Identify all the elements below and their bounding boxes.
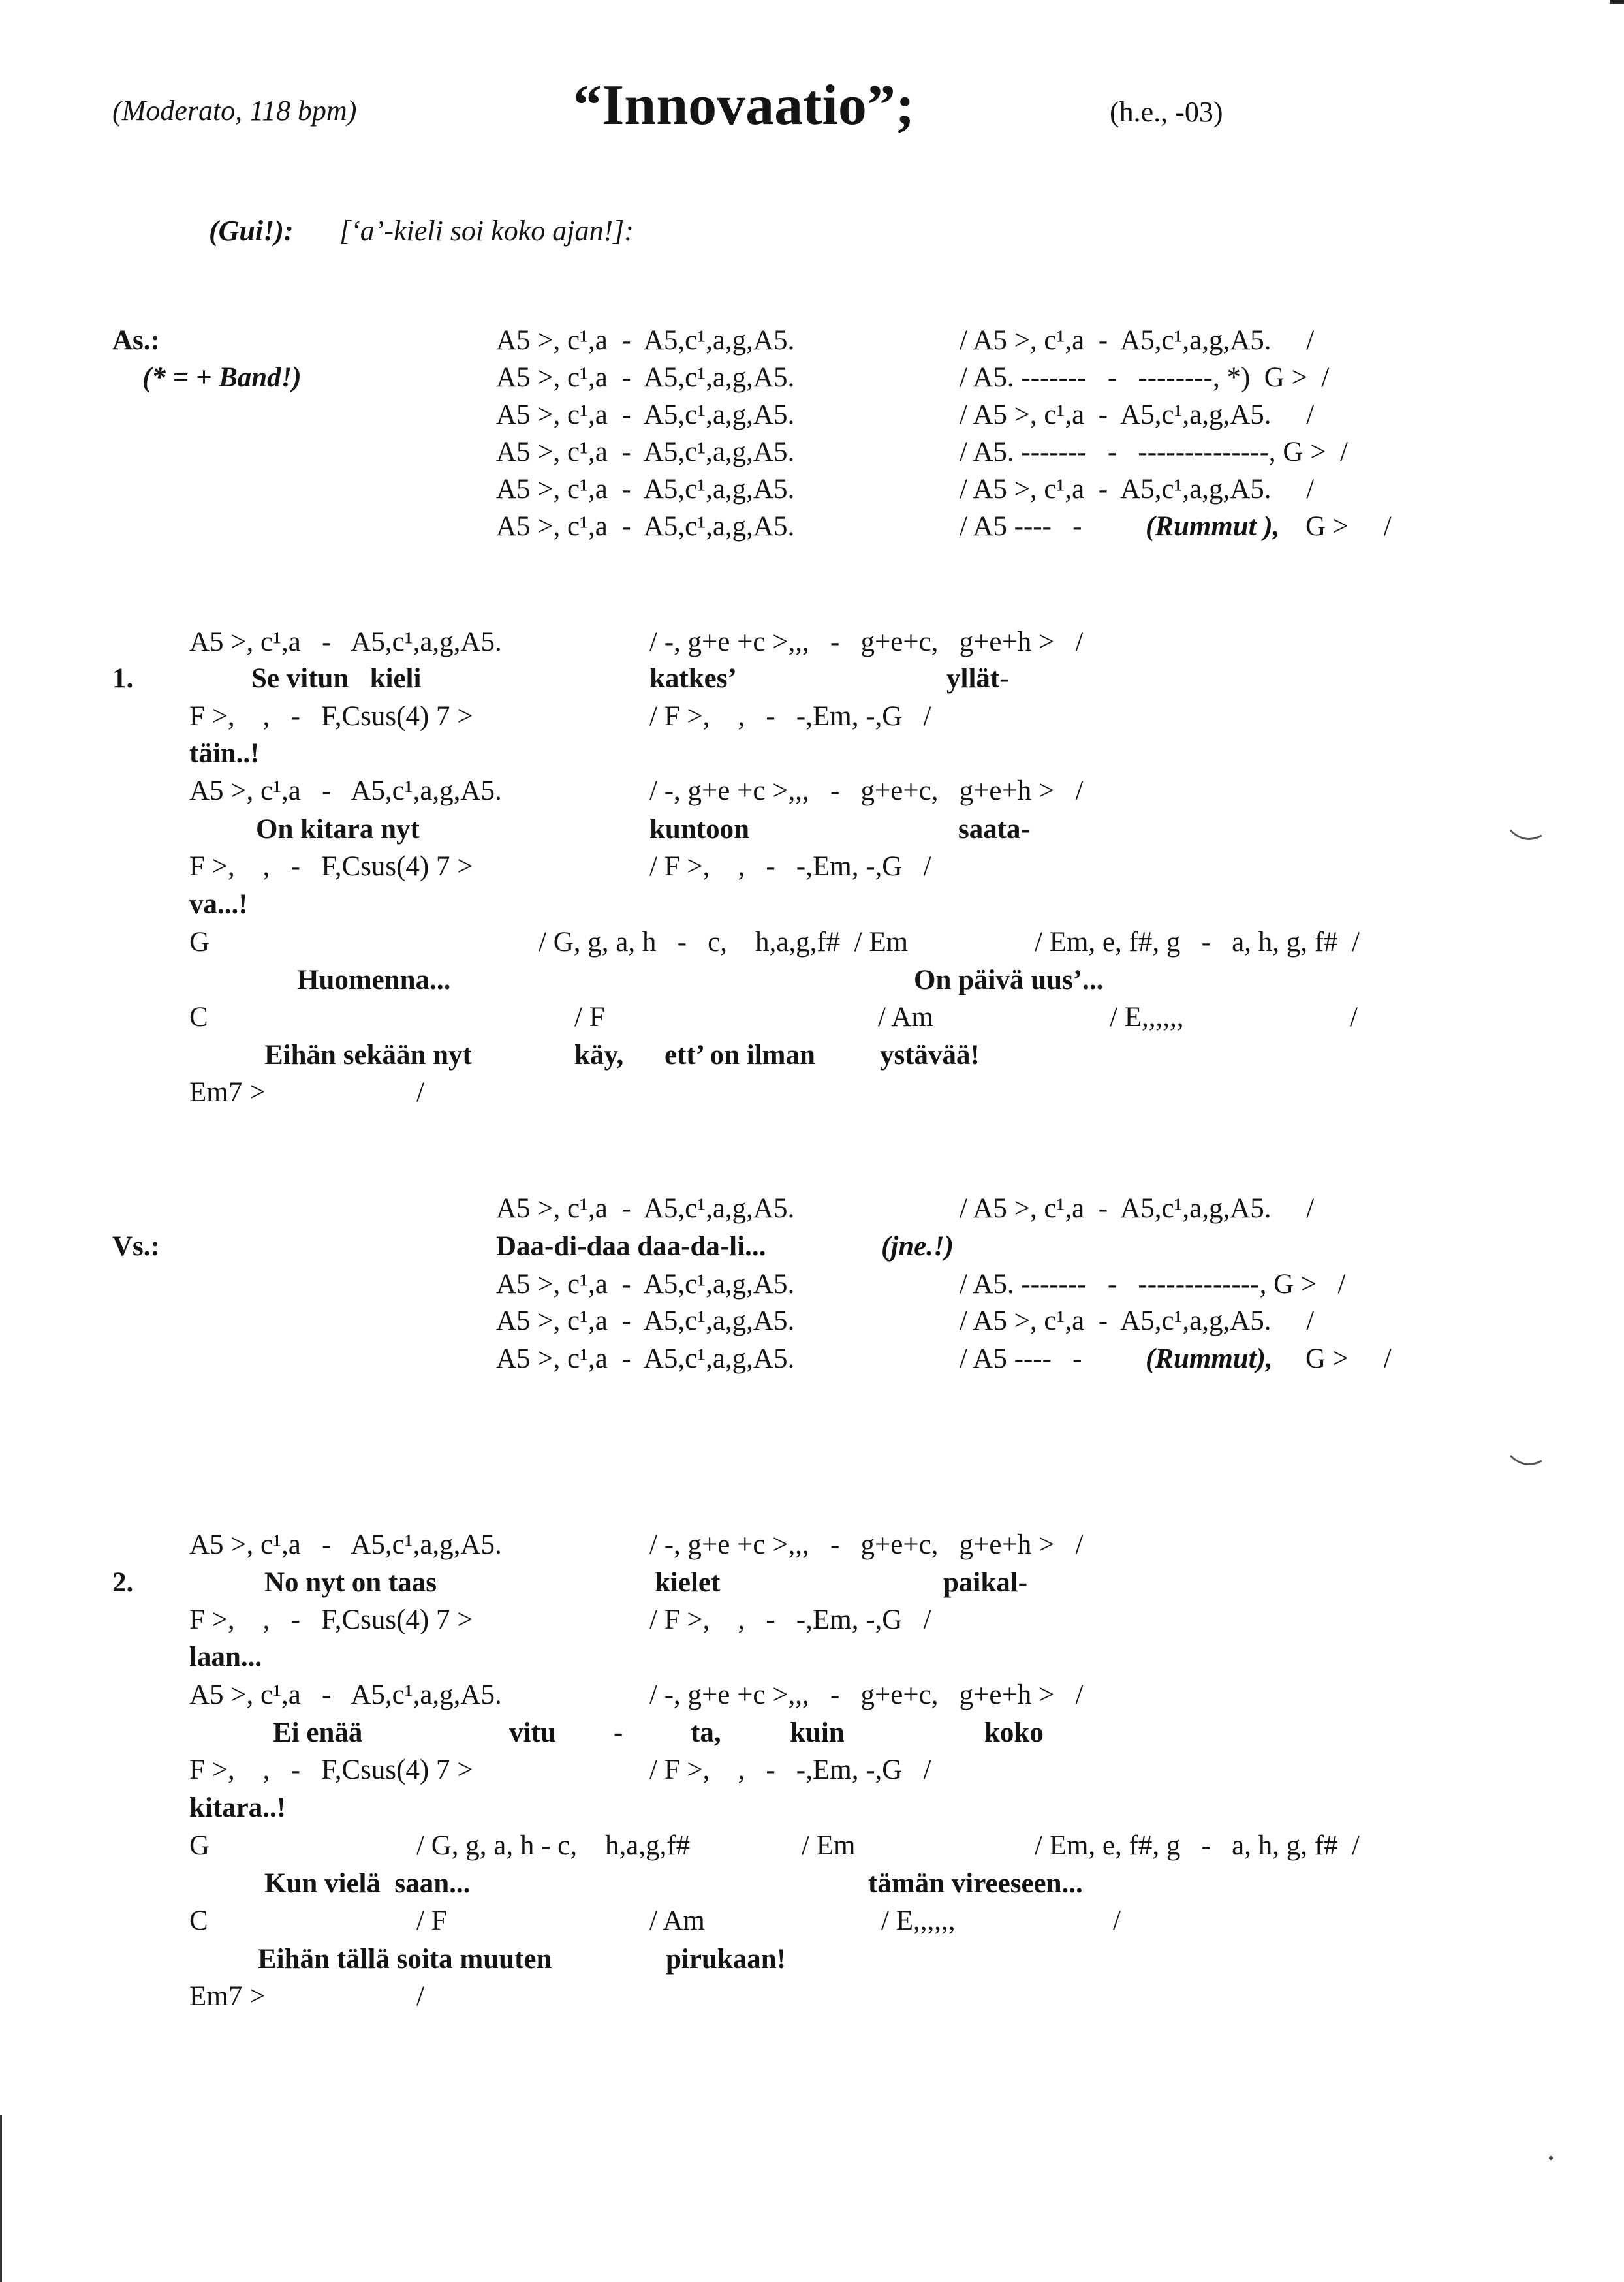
lyric-line: tämän vireeseen... (868, 1868, 1083, 1899)
lyric-line: On kitara nyt (256, 814, 420, 845)
lyric-line: käy, (574, 1040, 624, 1071)
lyric-line: pirukaan! (666, 1944, 787, 1975)
chord-line: Em7 > (189, 1981, 266, 2012)
chord-line: A5 >, c¹,a - A5,c¹,a,g,A5. (496, 474, 795, 505)
tempo-marking: (Moderato, 118 bpm) (112, 95, 357, 127)
lyric-line: No nyt on taas (264, 1567, 437, 1598)
lyric-line: vitu (509, 1717, 556, 1748)
scan-mark (0, 2115, 7, 2282)
chord-line: / A5. ------- - --------, *) G > / (960, 362, 1330, 393)
chord-line: F >, , - F,Csus(4) 7 > (189, 1604, 473, 1635)
chord-line: A5 >, c¹,a - A5,c¹,a,g,A5. (496, 399, 795, 430)
scan-mark (1508, 1449, 1547, 1475)
intro-label: (Gui!): (209, 215, 294, 247)
lyric-line: ett’ on ilman (664, 1040, 815, 1071)
lyric-line: Huomenna... (297, 965, 451, 995)
chord-line: / (416, 1077, 424, 1108)
chord-line: A5 >, c¹,a - A5,c¹,a,g,A5. (496, 362, 795, 393)
chord-line: / A5 >, c¹,a - A5,c¹,a,g,A5. / (960, 325, 1315, 356)
chord-line: / Am (878, 1002, 933, 1033)
chord-line: / A5. ------- - --------------, G > / (960, 437, 1348, 467)
chord-line: / Em, e, f#, g - a, h, g, f# / (1035, 1830, 1360, 1861)
chord-line: A5 >, c¹,a - A5,c¹,a,g,A5. (189, 775, 502, 806)
chord-line: F >, , - F,Csus(4) 7 > (189, 851, 473, 882)
chord-line: / (416, 1981, 424, 2012)
chord-line: G (189, 1830, 210, 1861)
lyric-line: Ei enää (273, 1717, 363, 1748)
lyric-line: saata- (958, 814, 1030, 845)
chord-line: A5 >, c¹,a - A5,c¹,a,g,A5. (496, 1343, 795, 1374)
lyric-line: kitara..! (189, 1792, 287, 1823)
chord-line: A5 >, c¹,a - A5,c¹,a,g,A5. (496, 325, 795, 356)
chord-line: A5 >, c¹,a - A5,c¹,a,g,A5. (496, 437, 795, 467)
chord-line: / A5 ---- - (960, 1343, 1082, 1374)
chord-line: F >, , - F,Csus(4) 7 > (189, 1755, 473, 1785)
lyric-line: Eihän tällä soita muuten (258, 1944, 552, 1975)
lyric-line: kielet (655, 1567, 721, 1598)
chord-line: / G, g, a, h - c, h,a,g,f# (416, 1830, 691, 1861)
chord-line: / F >, , - -,Em, -,G / (649, 851, 931, 882)
lyric-line: kuin (790, 1717, 845, 1748)
lyric-line: Eihän sekään nyt (264, 1040, 472, 1071)
verse-number: 1. (112, 663, 134, 694)
chord-line: / A5 >, c¹,a - A5,c¹,a,g,A5. / (960, 1305, 1315, 1336)
lyric-line: katkes’ (649, 663, 737, 694)
chord-line: / F >, , - -,Em, -,G / (649, 1604, 931, 1635)
chord-line: / -, g+e +c >,,, - g+e+c, g+e+h > / (649, 775, 1084, 806)
chord-line: A5 >, c¹,a - A5,c¹,a,g,A5. (189, 627, 502, 657)
chord-line: / E,,,,,, (881, 1905, 956, 1936)
chord-line: / A5 >, c¹,a - A5,c¹,a,g,A5. / (960, 399, 1315, 430)
intro-note: [‘a’-kieli soi koko ajan!]: (339, 215, 634, 247)
chord-line: / Em (802, 1830, 856, 1861)
chord-line: / (1113, 1905, 1121, 1936)
lyric-line: ta, (691, 1717, 721, 1748)
chord-line: A5 >, c¹,a - A5,c¹,a,g,A5. (189, 1529, 502, 1560)
lyric-line: ystävää! (880, 1040, 980, 1071)
verse-number: 2. (112, 1567, 134, 1598)
lyric-line: koko (984, 1717, 1044, 1748)
chord-line: / -, g+e +c >,,, - g+e+c, g+e+h > / (649, 1680, 1084, 1710)
scan-mark (1547, 2154, 1555, 2162)
lyric-line: paikal- (943, 1567, 1028, 1598)
lyric-line: - (614, 1717, 623, 1748)
chord-line: / F (574, 1002, 605, 1033)
lyric-line: Kun vielä saan... (264, 1868, 471, 1899)
chord-line: Em7 > (189, 1077, 266, 1108)
song-title: “Innovaatio”; (573, 74, 915, 137)
chord-line: A5 >, c¹,a - A5,c¹,a,g,A5. (496, 511, 795, 542)
chord-line: / F >, , - -,Em, -,G / (649, 701, 931, 732)
drums-note: (Rummut), (1146, 1343, 1273, 1374)
chord-line: G (189, 927, 210, 958)
chord-line: / A5 ---- - (960, 511, 1082, 542)
chord-line: A5 >, c¹,a - A5,c¹,a,g,A5. (189, 1680, 502, 1710)
chord-line: / -, g+e +c >,,, - g+e+c, g+e+h > / (649, 1529, 1084, 1560)
chord-line: / G, g, a, h - c, h,a,g,f# / Em (539, 927, 909, 958)
chord-line: A5 >, c¹,a - A5,c¹,a,g,A5. (496, 1193, 795, 1224)
chord-line: / F (416, 1905, 447, 1936)
lyric-line: täin..! (189, 738, 260, 769)
chord-line: G > / (1305, 511, 1392, 542)
chord-line: / A5. ------- - -------------, G > / (960, 1269, 1346, 1300)
chord-line: / -, g+e +c >,,, - g+e+c, g+e+h > / (649, 627, 1084, 657)
chord-line: A5 >, c¹,a - A5,c¹,a,g,A5. (496, 1269, 795, 1300)
chord-line: / Am (649, 1905, 705, 1936)
lyric-line: kuntoon (649, 814, 749, 845)
drums-note: (Rummut ), (1146, 511, 1280, 542)
lyric-line: laan... (189, 1642, 262, 1672)
section-label-as: As.: (112, 325, 160, 356)
lyric-line: yllät- (946, 663, 1009, 694)
chord-line: / Em, e, f#, g - a, h, g, f# / (1035, 927, 1360, 958)
chord-line: / F >, , - -,Em, -,G / (649, 1755, 931, 1785)
chord-line: / A5 >, c¹,a - A5,c¹,a,g,A5. / (960, 1193, 1315, 1224)
chord-line: G > / (1305, 1343, 1392, 1374)
lyric-line: va...! (189, 889, 248, 920)
credit-line: (h.e., -03) (1110, 96, 1223, 128)
scan-mark (1508, 822, 1547, 849)
etc-note: (jne.!) (881, 1231, 954, 1262)
scan-mark (1606, 0, 1624, 8)
chord-line: F >, , - F,Csus(4) 7 > (189, 701, 473, 732)
chord-line: / (1350, 1002, 1358, 1033)
lyric-line: On päivä uus’... (914, 965, 1104, 995)
lyric-line: Daa-di-daa daa-da-li... (496, 1231, 766, 1262)
section-label-vs: Vs.: (112, 1231, 160, 1262)
chord-line: C (189, 1905, 208, 1936)
chord-line: A5 >, c¹,a - A5,c¹,a,g,A5. (496, 1305, 795, 1336)
band-note: (* = + Band!) (142, 362, 302, 393)
chord-line: C (189, 1002, 208, 1033)
lyric-line: Se vitun kieli (251, 663, 422, 694)
chord-line: / E,,,,,, (1110, 1002, 1184, 1033)
chord-line: / A5 >, c¹,a - A5,c¹,a,g,A5. / (960, 474, 1315, 505)
